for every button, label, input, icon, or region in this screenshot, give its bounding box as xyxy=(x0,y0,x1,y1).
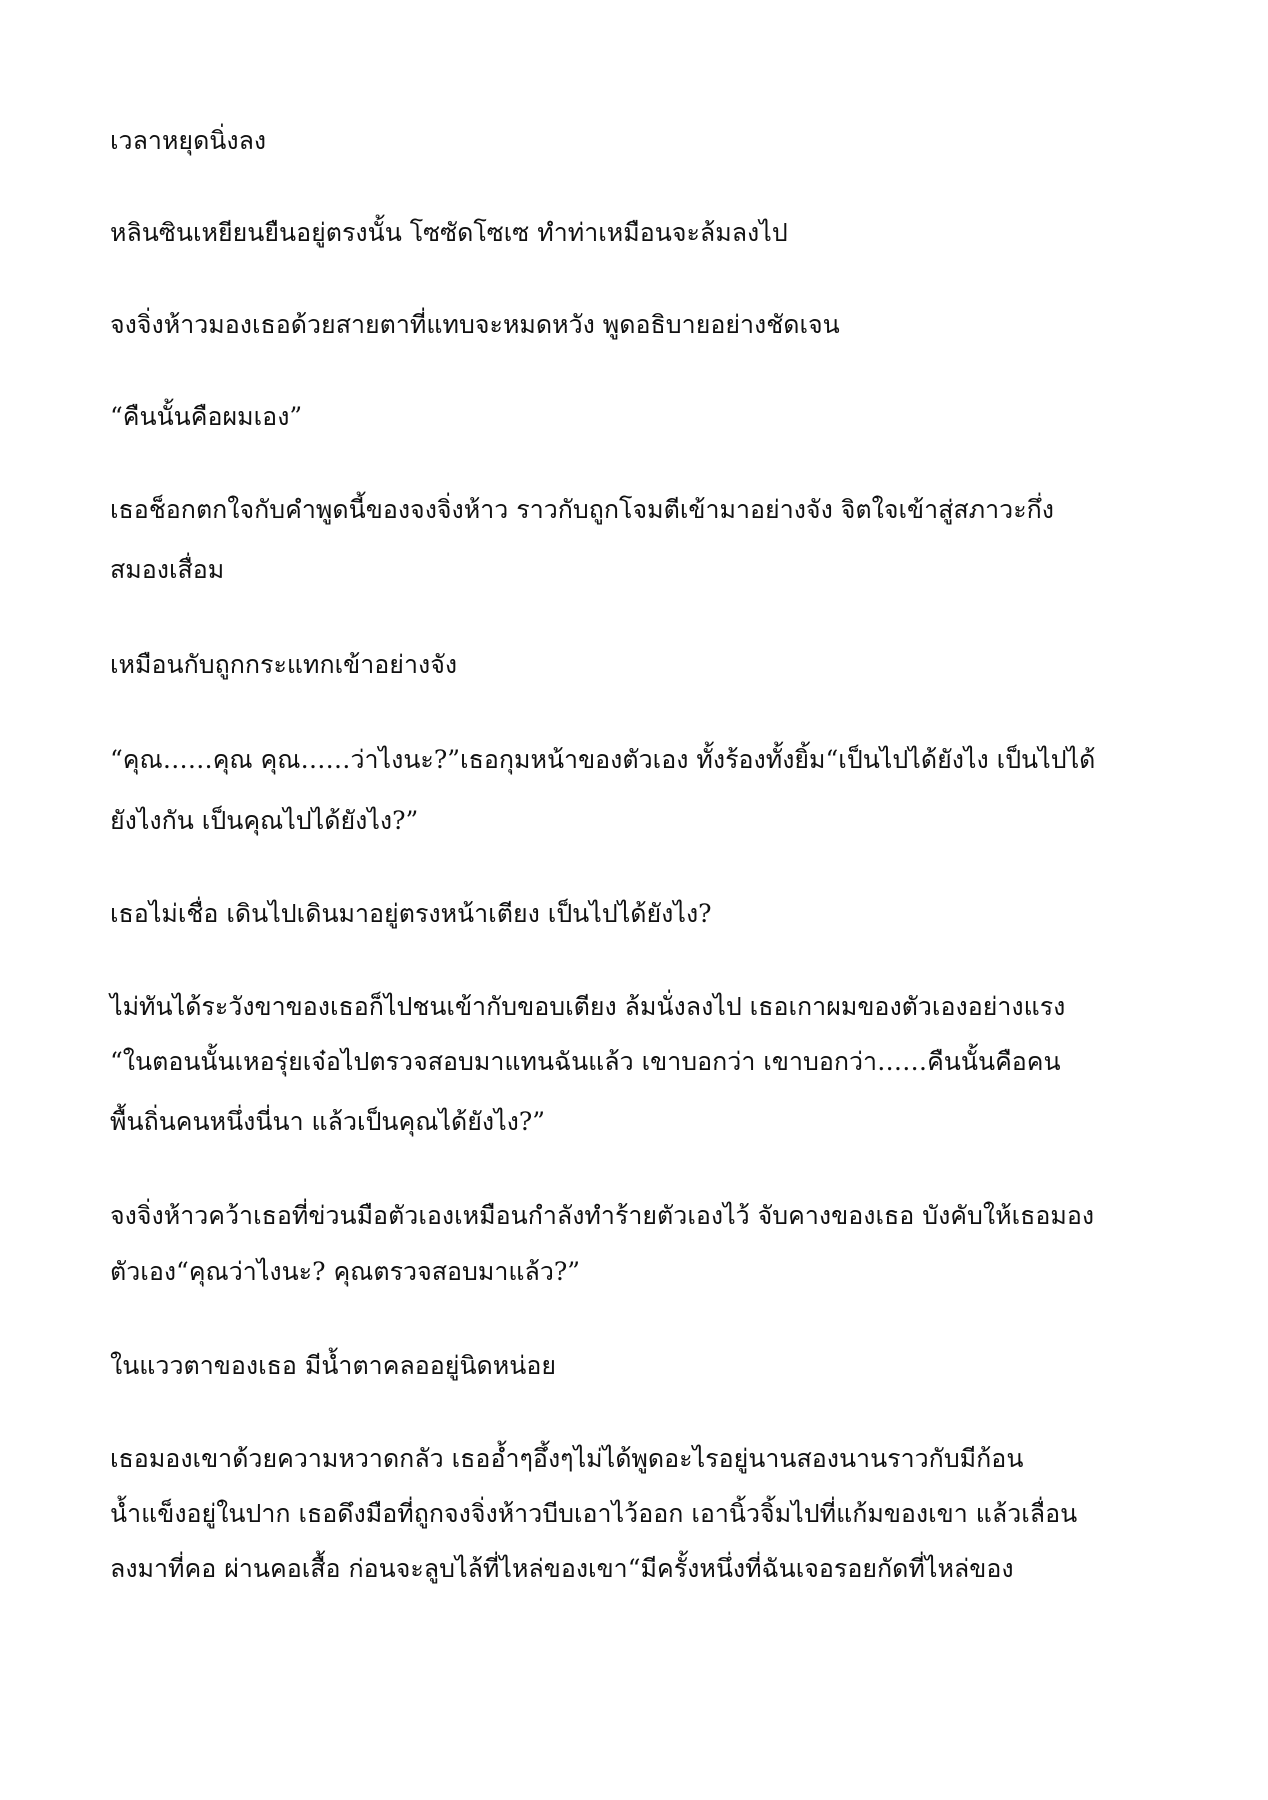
text-line: ยังไงกัน เป็นคุณไปได้ยังไง?” xyxy=(110,806,419,835)
text-line: จงจิ่งห้าวมองเธอด้วยสายตาที่แทบจะหมดหวัง พูดอธิบายอย่างชัดเจน xyxy=(110,310,840,339)
text-line: ลงมาที่คอ ผ่านคอเสื้อ ก่อนจะลูบไล้ที่ไหล่ของเขา“มีครั้งหนึ่งที่ฉันเจอรอยกัดที่ไหล่ของ xyxy=(110,1554,1014,1583)
text-line: น้ำแข็งอยู่ในปาก เธอดึงมือที่ถูกจงจิ่งห้าวบีบเอาไว้ออก เอานิ้วจิ้มไปที่แก้มของเขา แล้วเลื่อน xyxy=(110,1499,1078,1528)
text-line: ตัวเอง“คุณว่าไงนะ? คุณตรวจสอบมาแล้ว?” xyxy=(110,1257,581,1286)
text-line: “ในตอนนั้นเหอรุ่ยเจ๋อไปตรวจสอบมาแทนฉันแล้ว เขาบอกว่า เขาบอกว่า……คืนนั้นคือคน xyxy=(110,1047,1061,1076)
text-line: สมองเสื่อม xyxy=(110,555,225,584)
text-line: เหมือนกับถูกกระแทกเข้าอย่างจัง xyxy=(110,650,458,679)
text-line: หลินซินเหยียนยืนอยู่ตรงนั้น โซซัดโซเซ ทำท่าเหมือนจะล้มลงไป xyxy=(110,218,788,247)
text-line: “คุณ……คุณ คุณ……ว่าไงนะ?”เธอกุมหน้าของตัวเอง ทั้งร้องทั้งยิ้ม“เป็นไปได้ยังไง เป็นไปได้ xyxy=(110,745,1096,774)
text-line: เธอช็อกตกใจกับคำพูดนี้ของจงจิ่งห้าว ราวกับถูกโจมตีเข้ามาอย่างจัง จิตใจเข้าสู่สภาวะกึ่ง xyxy=(110,495,1054,524)
text-line: เวลาหยุดนิ่งลง xyxy=(110,126,267,155)
text-line: พื้นถิ่นคนหนึ่งนี่นา แล้วเป็นคุณได้ยังไง?” xyxy=(110,1107,546,1136)
text-line: ไม่ทันได้ระวังขาของเธอก็ไปชนเข้ากับขอบเตียง ล้มนั่งลงไป เธอเกาผมของตัวเองอย่างแรง xyxy=(110,992,1066,1021)
text-line: “คืนนั้นคือผมเอง” xyxy=(110,402,303,431)
text-line: จงจิ่งห้าวคว้าเธอที่ข่วนมือตัวเองเหมือนกำลังทำร้ายตัวเองไว้ จับคางของเธอ บังคับให้เธอมอง xyxy=(110,1201,1095,1230)
text-line: เธอมองเขาด้วยความหวาดกลัว เธออ้ำๆอึ้งๆไม่ได้พูดอะไรอยู่นานสองนานราวกับมีก้อน xyxy=(110,1444,1024,1473)
text-line: เธอไม่เชื่อ เดินไปเดินมาอยู่ตรงหน้าเตียง เป็นไปได้ยังไง? xyxy=(110,899,712,928)
text-line: ในแววตาของเธอ มีน้ำตาคลออยู่นิดหน่อย xyxy=(110,1351,556,1380)
